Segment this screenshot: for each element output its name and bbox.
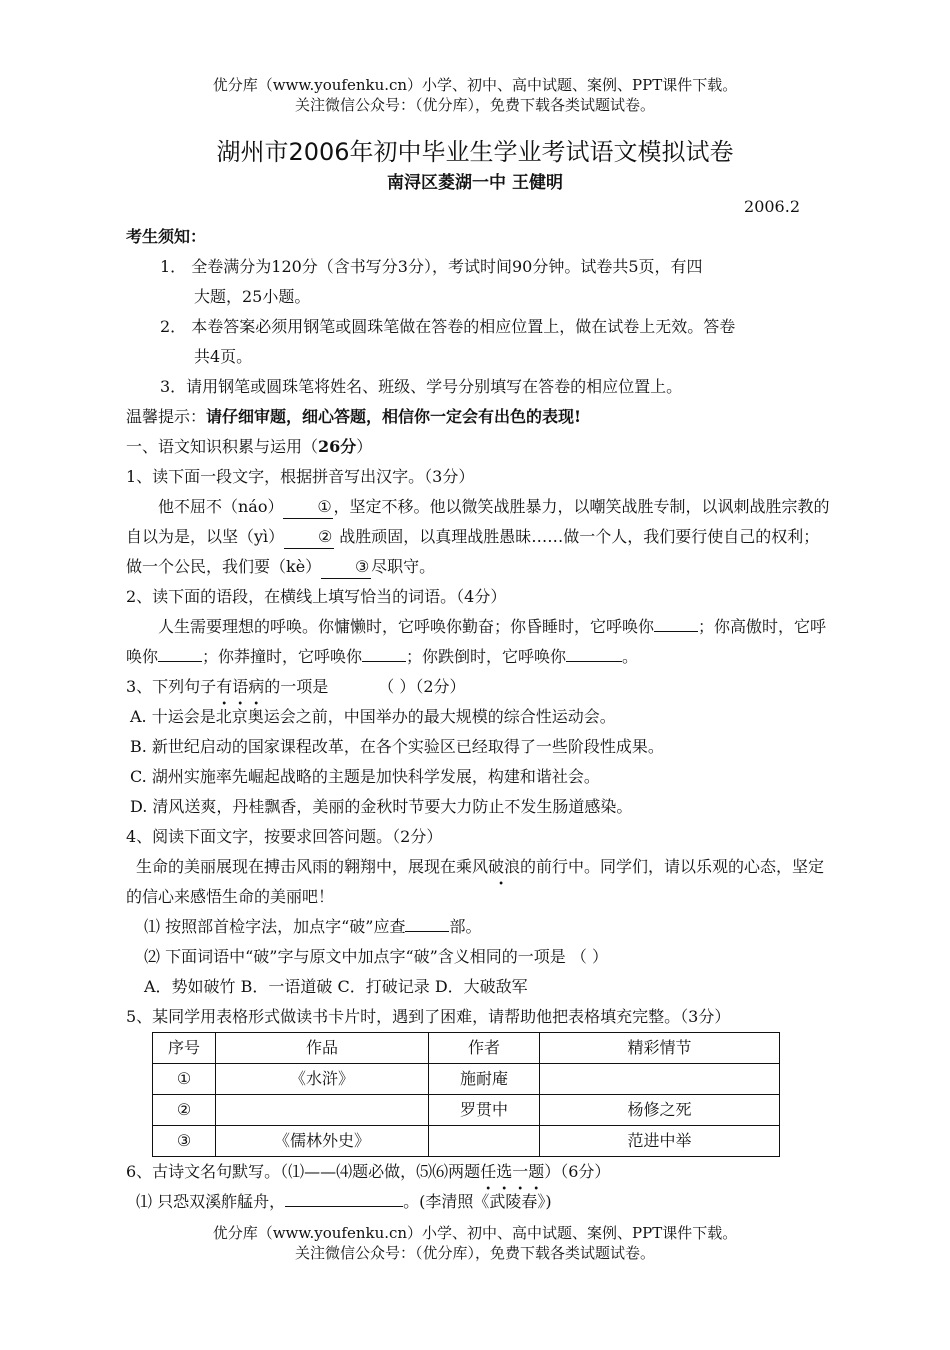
q1-blank-3[interactable]: ③	[321, 556, 371, 579]
q3-option-c: C. 湖州实施率先崛起战略的主题是加快科学发展，构建和谐社会。	[130, 767, 600, 786]
tip-label: 温馨提示：	[126, 407, 207, 426]
q4-sub-1	[126, 912, 831, 942]
q4-dot-char: 破	[488, 857, 505, 876]
q6-title-b: ）（6分）	[544, 1162, 611, 1181]
q6-sub-1-a: ⑴ 只恐双溪舴艋舟，	[136, 1192, 286, 1211]
tip-text: 请仔细审题，细心答题，相信你一定会有出色的表现!	[206, 407, 582, 426]
q4-options: A．势如破竹 B．一语道破 C．打破记录 D．大破敌军	[144, 977, 528, 996]
table-cell-blank[interactable]	[540, 1064, 780, 1095]
q6-dot-char-2: 选	[496, 1162, 513, 1181]
q1-blank-1[interactable]: ①	[283, 496, 333, 519]
q5-title: 5、某同学用表格形式做读书卡片时，遇到了困难，请帮助他把表格填充完整。（3分）	[126, 1007, 731, 1026]
q2-title: 2、读下面的语段，在横线上填写恰当的词语。（4分）	[126, 587, 507, 606]
notice-item-1b: 大题，25小题。	[194, 287, 311, 306]
exam-content	[126, 222, 831, 1217]
table-cell: 施耐庵	[429, 1064, 540, 1095]
q1-title: 1、读下面一段文字，根据拼音写出汉字。（3分）	[126, 467, 475, 486]
q6-title	[126, 1157, 831, 1187]
q4-sub-1-b: 部。	[449, 917, 482, 936]
q3-dot-char-2: 语	[232, 677, 249, 696]
q3-dot-char-3: 病	[248, 677, 265, 696]
table-header-cell: 精彩情节	[540, 1033, 780, 1064]
q2-passage	[126, 612, 831, 672]
table-cell-blank[interactable]	[429, 1126, 540, 1157]
q1-text-3: 战胜顽固，以真理战胜愚昧……做一个人，我们要行使自己的权利；做一个公民，我们要（kè）	[126, 527, 820, 576]
q3-title	[126, 672, 831, 702]
table-cell: 《水浒》	[216, 1064, 429, 1095]
q5-table	[152, 1032, 780, 1157]
exam-date: 2006.2	[744, 197, 800, 216]
q2-blank-3[interactable]	[362, 661, 406, 662]
table-cell: ③	[153, 1126, 216, 1157]
section-1-label: 一、语文知识积累与运用（	[126, 437, 319, 456]
q1-passage	[126, 492, 831, 582]
q2-blank-1[interactable]	[654, 631, 698, 632]
table-header-cell: 序号	[153, 1033, 216, 1064]
notice-item-2b: 共4页。	[194, 347, 253, 366]
notice-heading: 考生须知：	[126, 227, 207, 246]
table-cell: ②	[153, 1095, 216, 1126]
q6-sub-1	[126, 1187, 831, 1217]
table-cell: 《儒林外史》	[216, 1126, 429, 1157]
q3-option-b: B. 新世纪启动的国家课程改革，在各个实验区已经取得了一些阶段性成果。	[130, 737, 664, 756]
q1-text-4: 尽职守。	[371, 557, 436, 576]
q3-answer-slot[interactable]: （ ）（2分）	[378, 677, 466, 696]
q4-blank[interactable]	[405, 931, 449, 932]
exam-author: 南浔区菱湖一中 王健明	[387, 173, 563, 193]
q4-passage-a: 生命的美丽展现在搏击风雨的翱翔中，展现在乘风	[136, 857, 489, 876]
table-row	[153, 1095, 780, 1126]
table-cell-blank[interactable]	[216, 1095, 429, 1126]
q1-text-2: ，坚定不移。他以微笑战胜暴力，以嘲笑战胜专制，以讽刺战胜宗教的自以为是，以坚（yì）	[126, 497, 830, 546]
q4-title: 4、阅读下面文字，按要求回答问题。（2分）	[126, 827, 443, 846]
table-header-cell: 作品	[216, 1033, 429, 1064]
q6-title-a: 6、古诗文名句默写。（⑴——⑷题必做，⑸⑹两题	[126, 1162, 481, 1181]
section-1-title	[126, 432, 831, 462]
footer-line-1: 优分库（www.youfenku.cn）小学、初中、高中试题、案例、PPT课件下载。	[212, 1224, 738, 1242]
q2-blank-2[interactable]	[158, 661, 202, 662]
q4-passage-b: 浪的前行中。同学们，请以乐观的心态，坚定的信心来感悟生命的美丽吧！	[126, 857, 825, 906]
table-header-row	[153, 1033, 780, 1064]
q2-text-1: 人生需要理想的呼唤。你慵懒时，它呼唤你勤奋；你昏睡时，它呼唤你	[158, 617, 655, 636]
q4-sub-2: ⑵ 下面词语中“破”字与原文中加点字“破”含义相同的一项是 （ ）	[144, 947, 608, 966]
section-1-close: ）	[356, 437, 373, 456]
table-cell: ①	[153, 1064, 216, 1095]
table-cell: 罗贯中	[429, 1095, 540, 1126]
tip-line	[126, 402, 831, 432]
q4-sub-1-a: ⑴ 按照部首检字法，加点字“破”应查	[144, 917, 406, 936]
table-row	[153, 1064, 780, 1095]
q2-text-3: ；你莽撞时，它呼唤你	[202, 647, 363, 666]
q2-blank-4[interactable]	[566, 661, 622, 662]
notice-item-1a: 1． 全卷满分为120分（含书写分3分），考试时间90分钟。试卷共5页，有四	[160, 257, 703, 276]
header-line-1: 优分库（www.youfenku.cn）小学、初中、高中试题、案例、PPT课件下载。	[212, 76, 738, 94]
section-1-score: 26分	[318, 437, 357, 456]
notice-item-2a: 2． 本卷答案必须用钢笔或圆珠笔做在答卷的相应位置上，做在试卷上无效。答卷	[160, 317, 736, 336]
notice-item-3: 3．请用钢笔或圆珠笔将姓名、班级、学号分别填写在答卷的相应位置上。	[160, 377, 683, 396]
q4-passage	[126, 852, 831, 912]
q3-dot-char-1: 有	[216, 677, 233, 696]
q3-option-a: A. 十运会是北京奥运会之前，中国举办的最大规模的综合性运动会。	[130, 707, 616, 726]
q3-title-b: 的一项是	[264, 677, 329, 696]
q2-text-4: ；你跌倒时，它呼唤你	[406, 647, 567, 666]
footer-line-2: 关注微信公众号：（优分库），免费下载各类试题试卷。	[294, 1244, 655, 1262]
q2-text-2: ；你高傲时，它呼唤你	[126, 617, 827, 666]
table-header-cell: 作者	[429, 1033, 540, 1064]
q6-dot-char-3: 一	[512, 1162, 529, 1181]
header-line-2: 关注微信公众号：（优分库），免费下载各类试题试卷。	[294, 96, 655, 114]
q6-sub-1-b: 。(李清照《武陵春》)	[403, 1192, 552, 1211]
q6-dot-char-1: 任	[480, 1162, 497, 1181]
q1-blank-2[interactable]: ②	[284, 526, 334, 549]
q6-blank[interactable]	[285, 1206, 403, 1207]
table-cell: 范进中举	[540, 1126, 780, 1157]
q1-text-1: 他不屈不（náo）	[158, 497, 284, 516]
table-cell: 杨修之死	[540, 1095, 780, 1126]
q3-title-a: 3、下列句子	[126, 677, 217, 696]
q3-option-d: D. 清风送爽，丹桂飘香，美丽的金秋时节要大力防止不发生肠道感染。	[130, 797, 633, 816]
exam-title: 湖州市2006年初中毕业生学业考试语文模拟试卷	[216, 138, 734, 166]
table-row	[153, 1126, 780, 1157]
q6-dot-char-4: 题	[528, 1162, 545, 1181]
q2-text-5: 。	[622, 647, 639, 666]
